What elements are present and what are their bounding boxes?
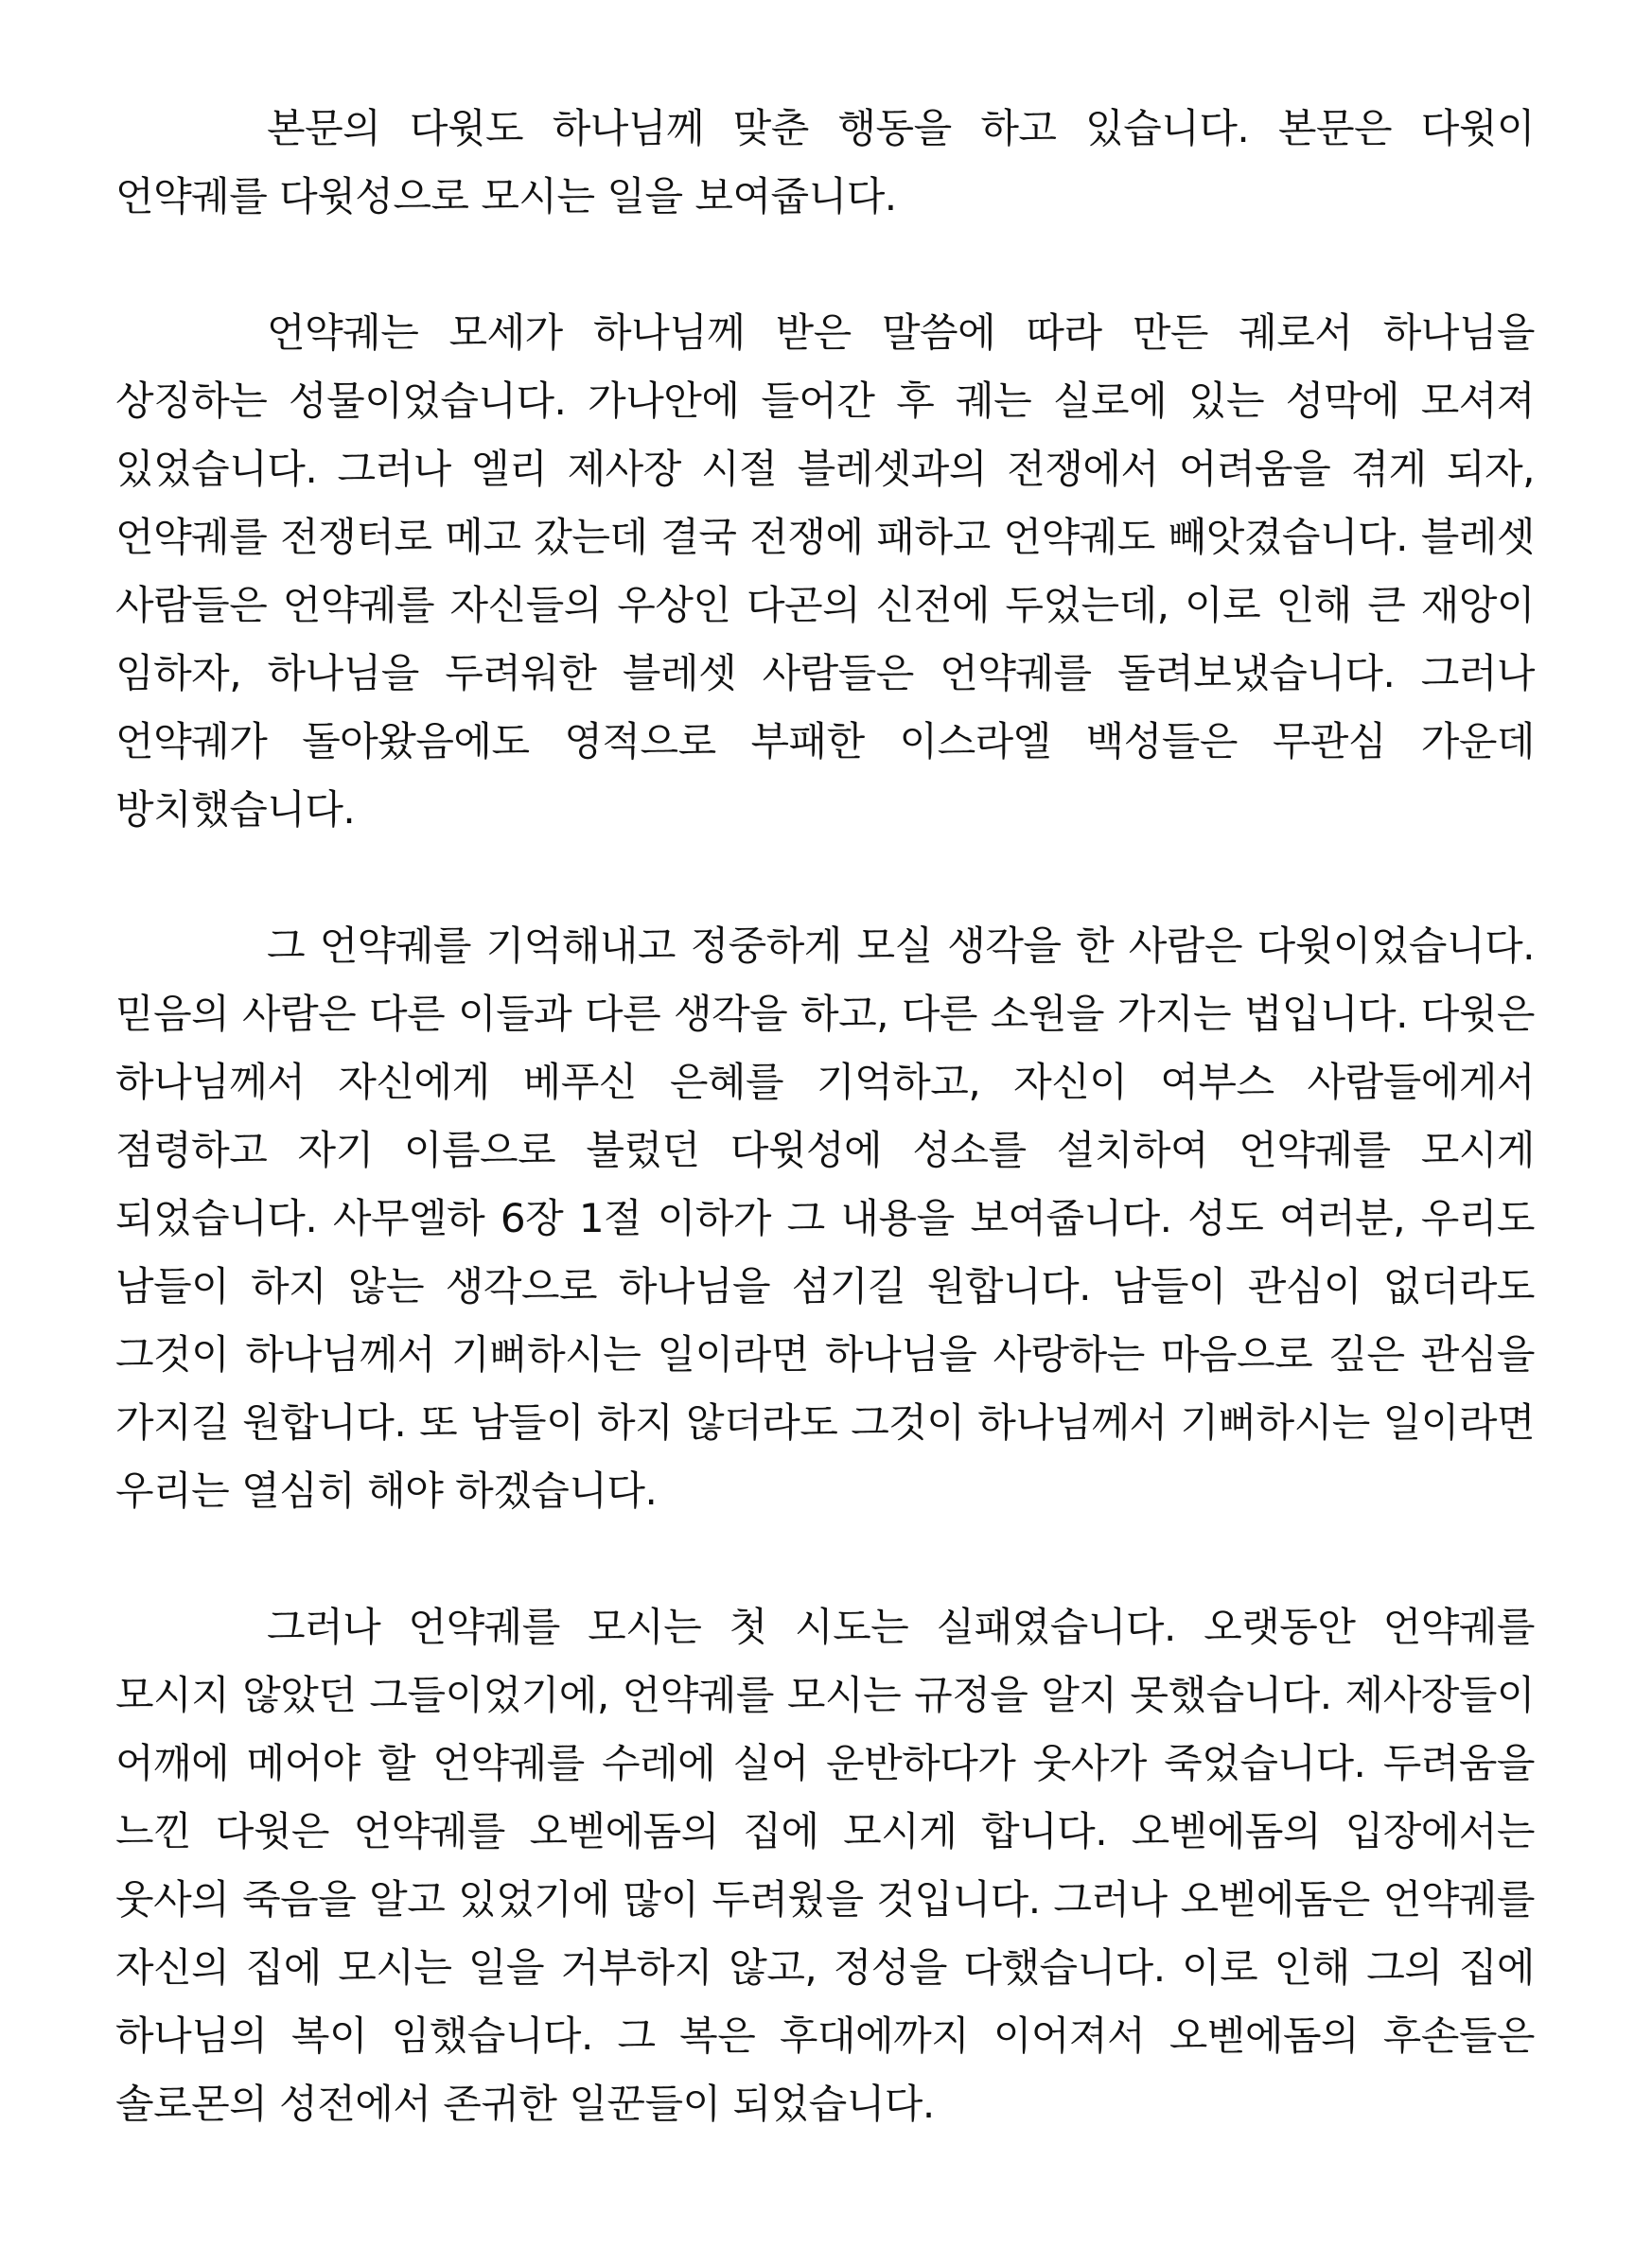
document-page <box>115 95 1535 2138</box>
paragraph: 본문의 다윗도 하나님께 맞춘 행동을 하고 있습니다. 본문은 다윗이 언약궤를 다윗성으로 모시는 일을 보여줍니다. <box>115 105 1535 220</box>
paragraph: 그 언약궤를 기억해내고 정중하게 모실 생각을 한 사람은 다윗이었습니다. 믿음의 사람은 다른 이들과 다른 생각을 하고, 다른 소원을 가지는 법입니다. 다윗은 하나님께서 자신에게 베푸신 은혜를 기억하고, 자신이 여부스 사람들에게서 점령하고 자기 이름으로 불렀던 다윗성에 성소를 설치하여 언약궤를 모시게 되었습니다. 사무엘하 6장 1절 이하가 그 내용을 보여줍니다. 성도 여러분, 우리도 남들이 하지 않는 생각으로 하나님을 섬기길 원합니다. 남들이 관심이 없더라도 그것이 하나님께서 기뻐하시는 일이라면 하나님을 사랑하는 마음으로 깊은 관심을 가지길 원합니다. 또 남들이 하지 않더라도 그것이 하나님께서 기뻐하시는 일이라면 우리는 열심히 해야 하겠습니다. <box>115 922 1535 1514</box>
paragraph: 그러나 언약궤를 모시는 첫 시도는 실패였습니다. 오랫동안 언약궤를 모시지 않았던 그들이었기에, 언약궤를 모시는 규정을 알지 못했습니다. 제사장들이 어깨에 메어야 할 언약궤를 수레에 실어 운반하다가 웃사가 죽었습니다. 두려움을 느낀 다윗은 언약궤를 오벧에돔의 집에 모시게 합니다. 오벧에돔의 입장에서는 웃사의 죽음을 알고 있었기에 많이 두려웠을 것입니다. 그러나 오벧에돔은 언약궤를 자신의 집에 모시는 일을 거부하지 않고, 정성을 다했습니다. 이로 인해 그의 집에 하나님의 복이 임했습니다. 그 복은 후대에까지 이어져서 오벧에돔의 후손들은 솔로몬의 성전에서 존귀한 일꾼들이 되었습니다. <box>115 1604 1535 2127</box>
paragraph: 언약궤는 모세가 하나님께 받은 말씀에 따라 만든 궤로서 하나님을 상징하는 성물이었습니다. 가나안에 들어간 후 궤는 실로에 있는 성막에 모셔져 있었습니다. 그러나 엘리 제사장 시절 블레셋과의 전쟁에서 어려움을 겪게 되자, 언약궤를 전쟁터로 메고 갔는데 결국 전쟁에 패하고 언약궤도 빼앗겼습니다. 블레셋 사람들은 언약궤를 자신들의 우상인 다곤의 신전에 두었는데, 이로 인해 큰 재앙이 임하자, 하나님을 두려워한 블레셋 사람들은 언약궤를 돌려보냈습니다. 그러나 언약궤가 돌아왔음에도 영적으로 부패한 이스라엘 백성들은 무관심 가운데 방치했습니다. <box>115 309 1536 833</box>
